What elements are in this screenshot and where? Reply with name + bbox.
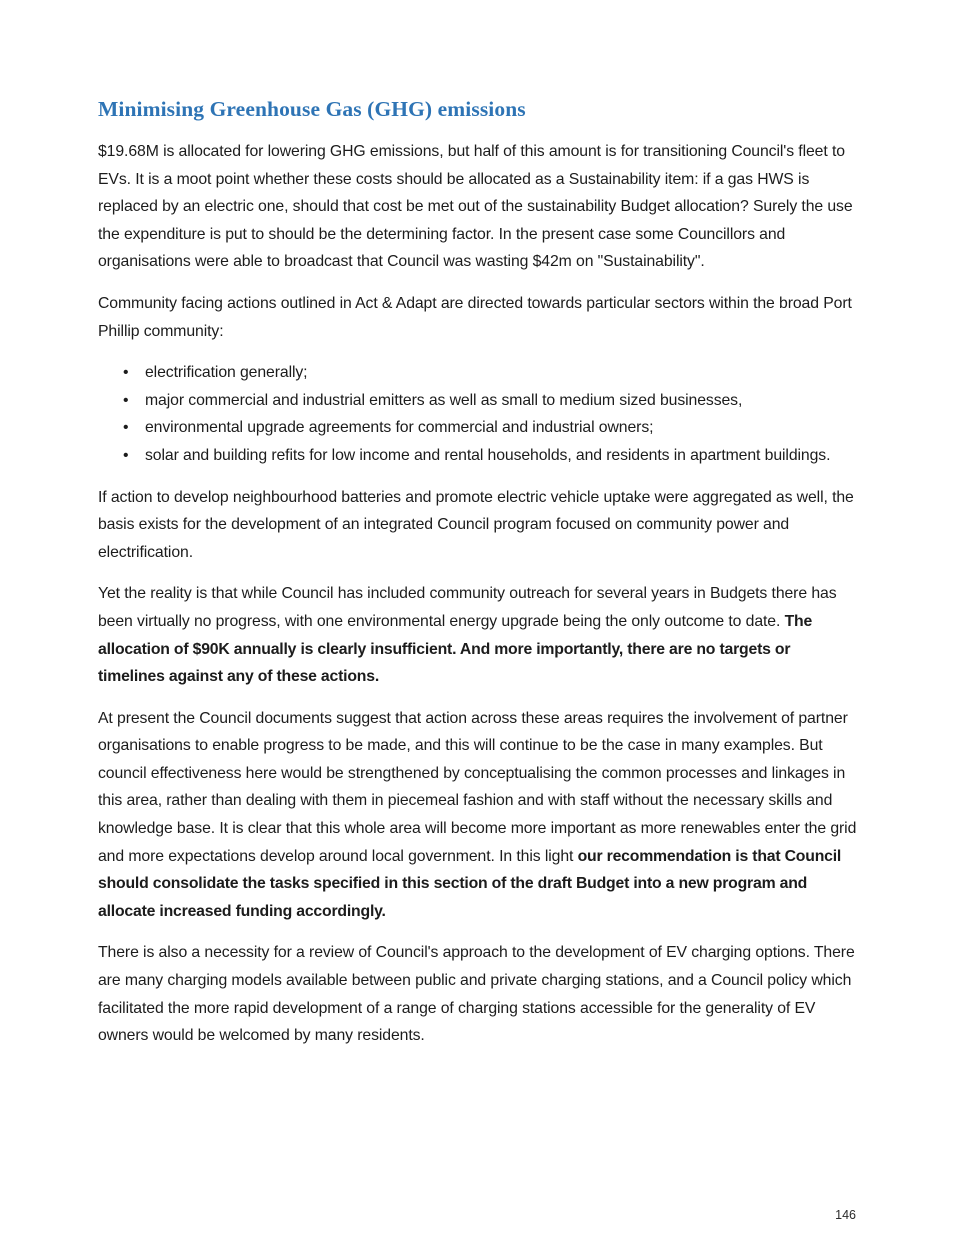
paragraph-ghg-allocation: $19.68M is allocated for lowering GHG emissions, but half of this amount is for transitioning Council's fleet to EVs. It is a moot point whether these costs should be allocated as a Sustainability item: if a gas HWS is replaced by an electric one, should that cost be met out of the sustainability Budget allocation? Surely the use the expenditure is put to should be the determining factor. In the present case some Councillors and organisations were able to broadcast that Council was wasting $42m on "Sustainability".: [98, 143, 853, 271]
bullet-item-commercial-emitters: • major commercial and industrial emitters as well as small to medium sized businesses,: [145, 387, 858, 415]
page-number: 146: [835, 1208, 856, 1222]
paragraph-outreach-reality-bold: The allocation of $90K annually is clearly insufficient. And more importantly, there are no targets or timelines against any of these actions.: [98, 612, 813, 686]
bullet-item-solar-refits: • solar and building refits for low income and rental households, and residents in apartment buildings.: [145, 442, 858, 470]
paragraph-ev-charging: There is also a necessity for a review of Council's approach to the development of EV charging options. There are many charging models available between public and private charging stations, and a Council policy which facilitated the more rapid development of a range of charging stations accessible for the generality of EV owners would be welcomed by many residents.: [98, 944, 855, 1045]
paragraph-partner-organisations-normal: At present the Council documents suggest that action across these areas requires the involvement of partner organisations to enable progress to be made, and this will continue to be the case in many examples. But council effectiveness here would be strengthened by conceptualising the common processes and linkages in this area, rather than dealing with them in piecemeal fashion and with staff without the necessary skills and knowledge base. It is clear that this whole area will become more important as more renewables enter the grid and more expectations develop around local government. In this light: [98, 709, 857, 865]
paragraph-partner-organisations-bold: our recommendation is that Council should consolidate the tasks specified in this section of the draft Budget into a new program and allocate increased funding accordingly.: [98, 847, 842, 920]
paragraph-outreach-reality: [98, 580, 858, 690]
paragraph-partner-organisations: [98, 705, 858, 926]
paragraph-community-actions-intro: Community facing actions outlined in Act & Adapt are directed towards particular sectors within the broad Port Phillip community:: [98, 294, 852, 340]
bullet-item-upgrade-agreements: • environmental upgrade agreements for commercial and industrial owners;: [145, 414, 858, 442]
bullet-item-electrification: • electrification generally;: [145, 359, 858, 387]
bullet-list: [98, 359, 858, 469]
paragraph-neighbourhood-batteries: If action to develop neighbourhood batteries and promote electric vehicle uptake were aggregated as well, the basis exists for the development of an integrated Council program focused on community power and electrification.: [98, 488, 854, 561]
document-content: [98, 96, 858, 1064]
section-heading: Minimising Greenhouse Gas (GHG) emissions: [98, 97, 526, 121]
paragraph-outreach-reality-normal: Yet the reality is that while Council has included community outreach for several years in Budgets there has been virtually no progress, with one environmental energy upgrade being the only outcome to date.: [98, 585, 837, 630]
